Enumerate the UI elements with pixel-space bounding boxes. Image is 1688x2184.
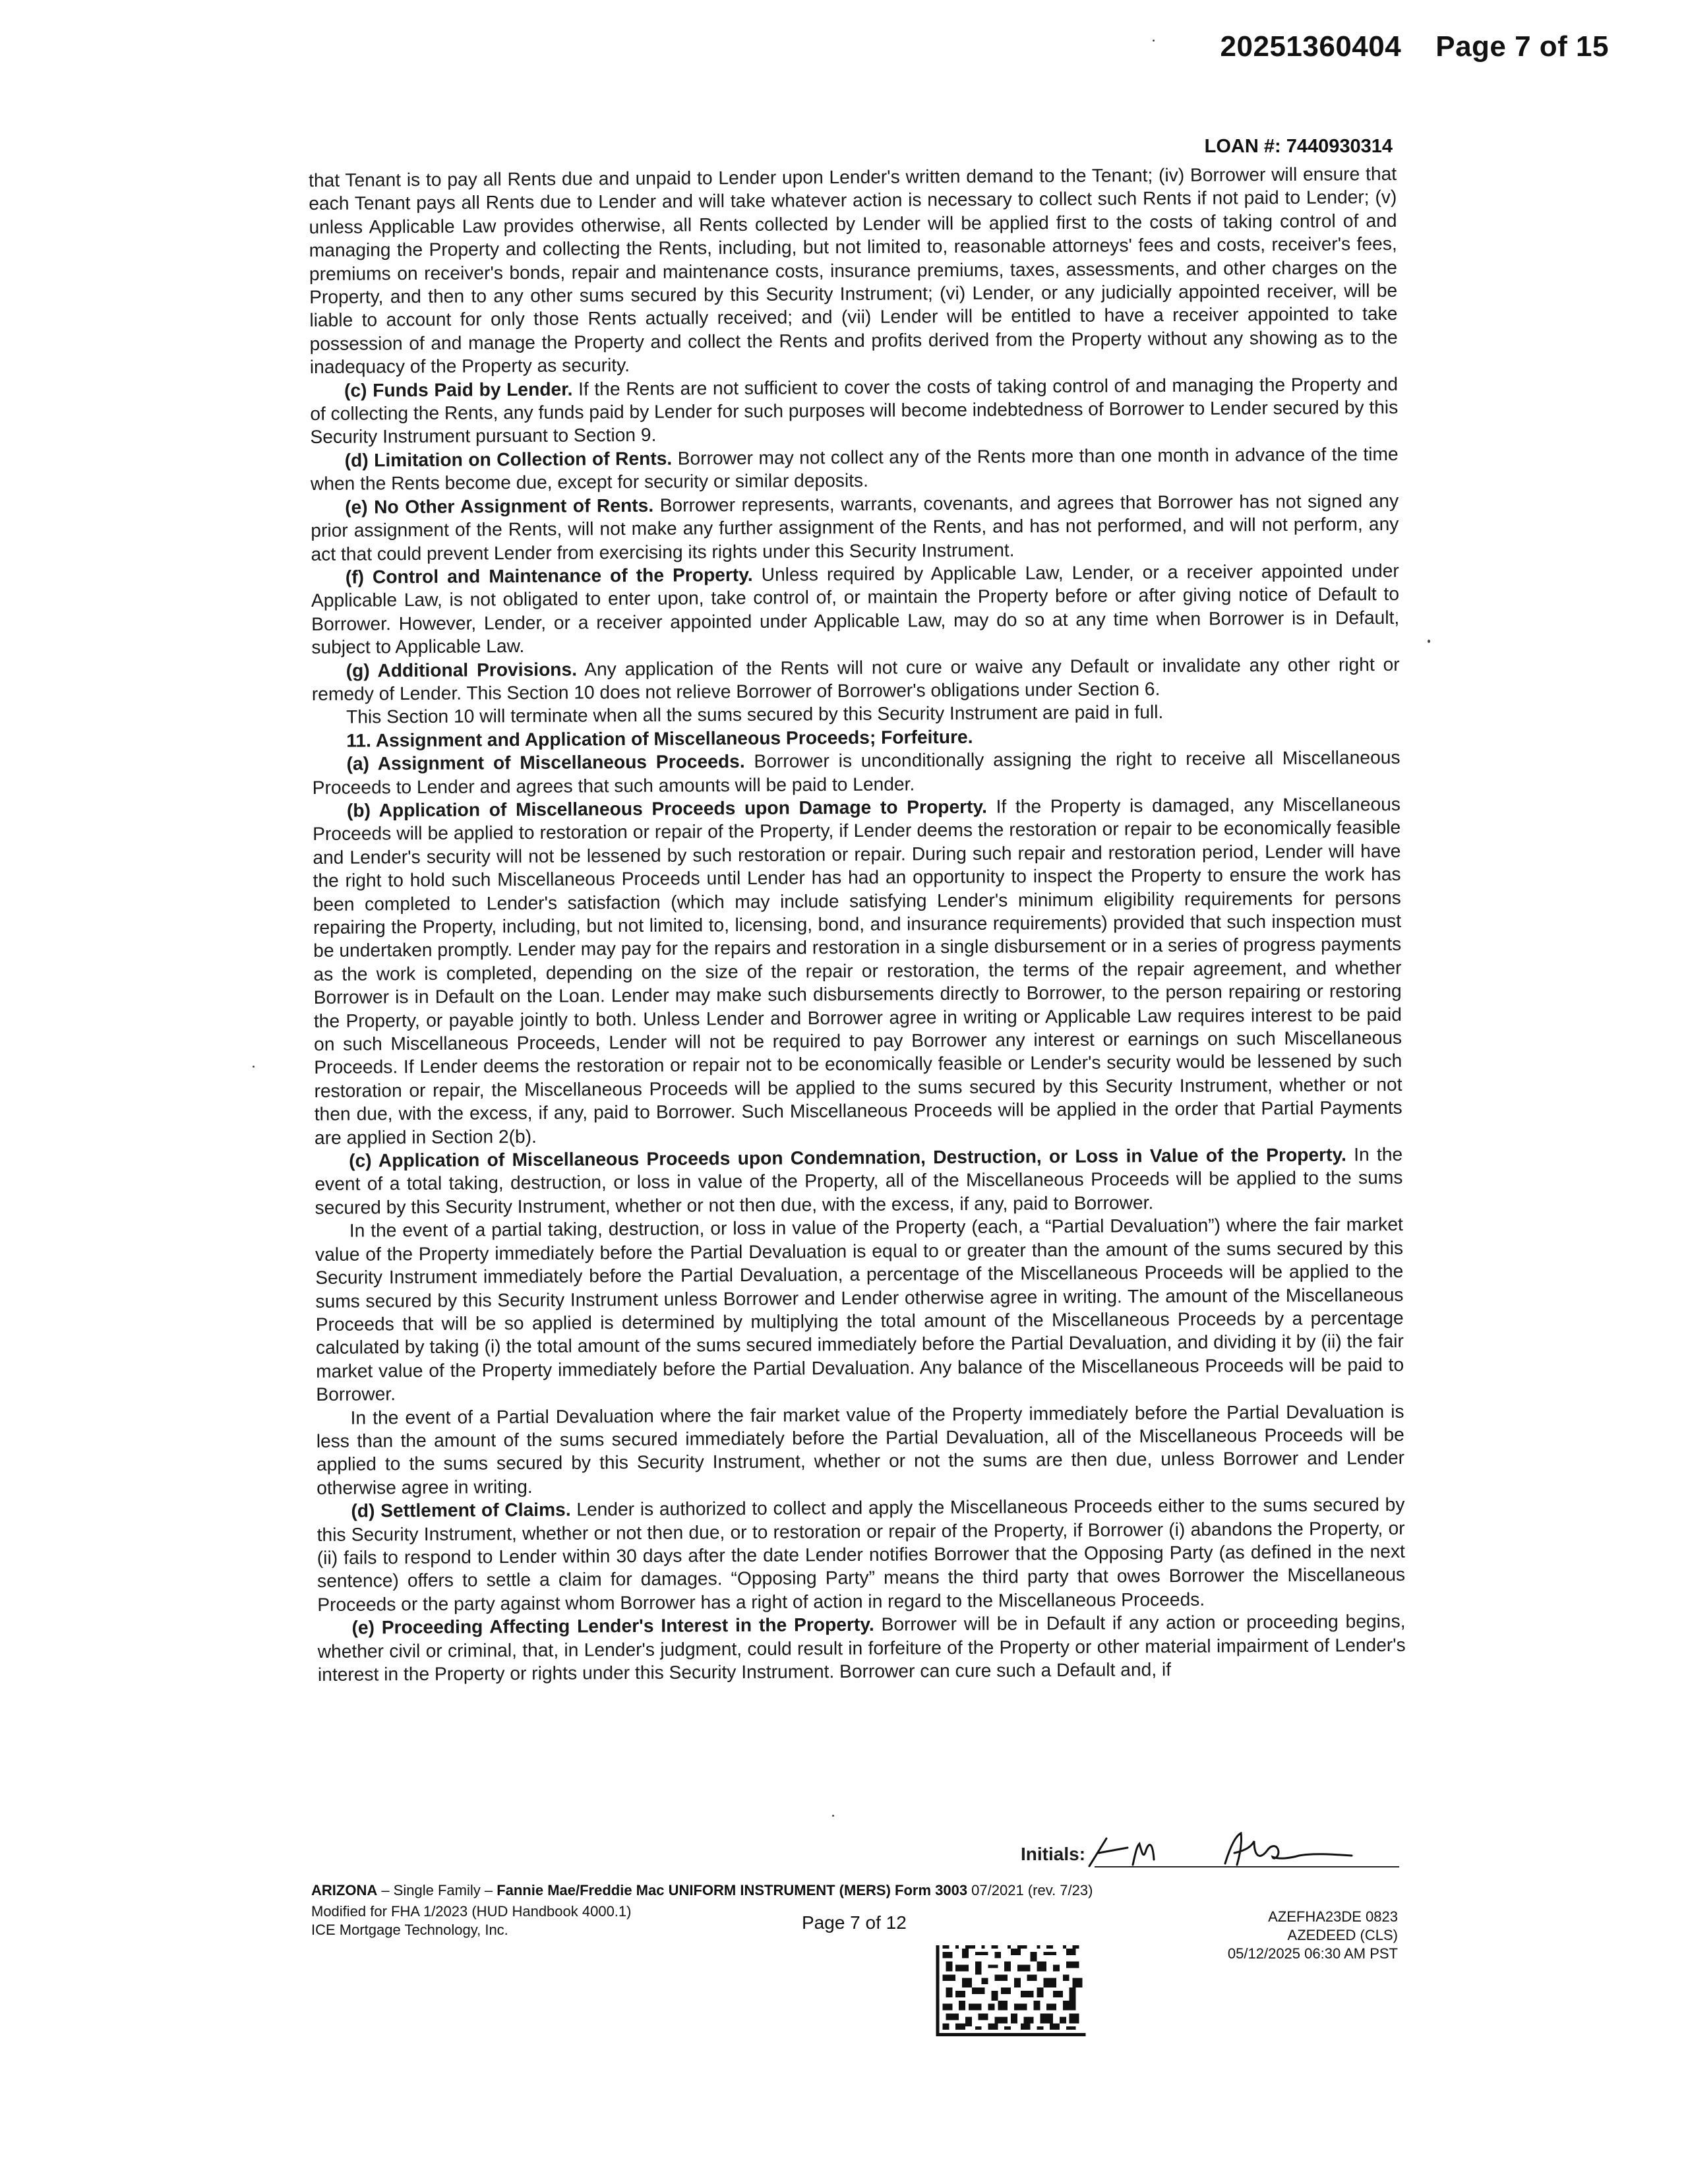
section-11a: [312, 746, 1400, 799]
section-10-termination: This Section 10 will terminate when all the sums secured by this Security Instrument are paid in full.: [346, 701, 1164, 728]
loan-number: 7440930314: [1286, 136, 1393, 157]
section-11a-text: Borrower is unconditionally assigning the right to receive all Miscellaneous Proceeds to Lender and agrees that such amounts will be paid to Lender.: [312, 746, 1401, 798]
section-11c: [315, 1143, 1403, 1219]
section-10c-heading: (c) Funds Paid by Lender.: [344, 378, 573, 401]
paragraph-rents-continued: that Tenant is to pay all Rents due and unpaid to Lender upon Lender's written demand to the Tenant; (iv) Borrower will ensure that each Tenant pays all Rents due to Lender and will take whatever action is necessary to collect such Rents if not paid to Lender; (v) unless Applicable Law provides otherwise, all Rents collected by Lender will be applied first to the costs of taking control of and managing the Property and collecting the Rents, including, but not limited to, reasonable attorneys' fees and costs, receiver's fees, premiums on receiver's bonds, repair and maintenance costs, insurance premiums, taxes, assessments, and other charges on the Property, and then to any other sums secured by this Security Instrument; (vi) Lender, or any judicially appointed receiver, will be liable to account for only those Rents actually received; and (vii) Lender will be entitled to have a receiver appointed to take possession of and manage the Property and collect the Rents and profits derived from the Property without any showing as to the inadequacy of the Property as security.: [309, 162, 1398, 378]
footer-form-title: Fannie Mae/Freddie Mac UNIFORM INSTRUMENT (MERS) Form 3003: [497, 1882, 968, 1898]
section-10f-heading: (f) Control and Maintenance of the Property.: [345, 563, 753, 588]
footer-form-type: – Single Family –: [377, 1882, 497, 1898]
section-10d-heading: (d) Limitation on Collection of Rents.: [344, 447, 673, 471]
footer-form-date: 07/2021 (rev. 7/23): [967, 1882, 1093, 1898]
section-10g-heading: (g) Additional Provisions.: [346, 658, 578, 681]
section-11a-heading: (a) Assignment of Miscellaneous Proceeds.: [346, 750, 745, 774]
section-11c-partial-devaluation-less: In the event of a Partial Devaluation where the fair market value of the Property immediately before the Partial Devaluation is less than the amount of the sums secured immediately before the Partial Devaluation, all of the Miscellaneous Proceeds will be applied to the sums secured by this Security Instrument, whether or not the sums are then due, unless Borrower and Lender otherwise agree in writing.: [316, 1400, 1405, 1498]
footer-vendor: ICE Mortgage Technology, Inc.: [311, 1922, 508, 1938]
footer-page-number: Page 7 of 12: [802, 1912, 907, 1933]
recording-number: 20251360404: [1220, 30, 1402, 63]
section-11c-heading: (c) Application of Miscellaneous Proceeds upon Condemnation, Destruction, or Loss in Value of the Property.: [349, 1143, 1346, 1171]
section-10d-text: Borrower may not collect any of the Rents more than one month in advance of the time when the Rents become due, except for security or similar deposits.: [310, 442, 1399, 495]
loan-number-line: [1205, 136, 1393, 158]
section-11b: [313, 793, 1402, 1149]
section-11e-text: Borrower will be in Default if any action or proceeding begins, whether civil or criminal, that, in Lender's judgment, could result in forfeiture of the Property or other material impairment of Lender's interest in the Property or rights under this Security Instrument. Borrower can cure such a Default and, if: [317, 1610, 1406, 1685]
section-11c-text: In the event of a total taking, destruction, or loss in value of the Property, all of the Miscellaneous Proceeds will be applied to the sums secured by this Security Instrument, whether or not then due, with the excess, if any, paid to Borrower.: [315, 1143, 1403, 1218]
footer-state: ARIZONA: [311, 1882, 378, 1898]
section-11c-partial-devaluation: In the event of a partial taking, destruction, or loss in value of the Property (each, a “Partial Devaluation”) where the fair market value of the Property immediately before the Partial Devaluation is equal to or greater than the amount of the sums secured by this Security Instrument immediately before the Partial Devaluation, a percentage of the Miscellaneous Proceeds will be applied to the sums secured by this Security Instrument unless Borrower and Lender otherwise agree in writing. The amount of the Miscellaneous Proceeds that will be so applied is determined by multiplying the total amount of the Miscellaneous Proceeds by a percentage calculated by taking (i) the total amount of the sums secured immediately before the Partial Devaluation, and dividing it by (ii) the fair market value of the Property immediately before the Partial Devaluation. Any balance of the Miscellaneous Proceeds will be paid to Borrower.: [315, 1213, 1404, 1405]
initials-label: Initials:: [1021, 1844, 1086, 1864]
section-10e-heading: (e) No Other Assignment of Rents.: [345, 494, 654, 518]
section-11e: [317, 1610, 1406, 1686]
recording-page-count: Page 7 of 15: [1435, 30, 1609, 63]
recording-header: [1221, 30, 1609, 63]
section-11d: [316, 1493, 1405, 1616]
scan-speck: [1153, 40, 1155, 42]
section-10g-text: Any application of the Rents will not cure or waive any Default or invalidate any other right or remedy of Lender. This Section 10 does not relieve Borrower of Borrower's obligations under Section 6.: [311, 653, 1400, 704]
footer-doc-type: AZEDEED (CLS): [1287, 1927, 1398, 1943]
section-11b-text: If the Property is damaged, any Miscellaneous Proceeds will be applied to restoration or repair of the Property, if Lender deems the restoration or repair to be economically feasible and Lender's security will not be lessened by such restoration or repair. During such repair and restoration period, Lender will have the right to hold such Miscellaneous Proceeds until Lender has had an opportunity to inspect the Property to ensure the work has been completed to Lender's satisfaction (which may include satisfying Lender's minimum eligibility requirements for persons repairing the Property, including, but not limited to, licensing, bond, and insurance requirements) provided that such inspection must be undertaken promptly. Lender may pay for the repairs and restoration in a single disbursement or in a series of progress payments as the work is completed, depending on the size of the repair or restoration, the terms of the repair agreement, and whether Borrower is in Default on the Loan. Lender may make such disbursements directly to Borrower, to the person repairing or restoring the Property, or payable jointly to both. Unless Lender and Borrower agree in writing or Applicable Law requires interest to be paid on such Miscellaneous Proceeds, Lender will not be required to pay Borrower any interest or earnings on such Miscellaneous Proceeds. If Lender deems the restoration or repair not to be economically feasible or Lender's security would be lessened by such restoration or repair, the Miscellaneous Proceeds will be applied to the sums secured by this Security Instrument, whether or not then due, with the excess, if any, paid to Borrower. Such Miscellaneous Proceeds will be applied in the order that Partial Payments are applied in Section 2(b).: [313, 793, 1402, 1148]
section-10c: [310, 373, 1399, 449]
datamatrix-barcode: [935, 1945, 1087, 2036]
section-10e: [311, 489, 1399, 566]
section-11d-heading: (d) Settlement of Claims.: [351, 1498, 571, 1521]
initials-signature: [1081, 1827, 1398, 1879]
scan-speck: [253, 1066, 255, 1068]
footer-doc-code: AZEFHA23DE 0823: [1268, 1908, 1398, 1925]
section-11-title: 11. Assignment and Application of Miscellaneous Proceeds; Forfeiture.: [346, 725, 973, 751]
section-10e-text: Borrower represents, warrants, covenants, and agrees that Borrower has not signed any prior assignment of the Rents, will not make any further assignment of the Rents, and has not performed, and will not perform, any act that could prevent Lender from exercising its rights under this Security Instrument.: [311, 489, 1399, 564]
footer-timestamp: 05/12/2025 06:30 AM PST: [1227, 1945, 1398, 1962]
section-10d: [311, 442, 1399, 496]
document-body: [309, 162, 1406, 1686]
section-11b-heading: (b) Application of Miscellaneous Proceeds upon Damage to Property.: [346, 795, 988, 821]
section-11d-text: Lender is authorized to collect and apply the Miscellaneous Proceeds either to the sums secured by this Security Instrument, whether or not then due, or to restoration or repair of the Property, if Borrower (i) abandons the Property, or (ii) fails to respond to Lender within 30 days after the date Lender notifies Borrower that the Opposing Party (as defined in the next sentence) offers to settle a claim for damages. “Opposing Party” means the third party that owes Borrower the Miscellaneous Proceeds or the party against whom Borrower has a right of action in regard to the Miscellaneous Proceeds.: [316, 1494, 1406, 1615]
loan-label: LOAN #:: [1204, 136, 1281, 157]
footer-modified: Modified for FHA 1/2023 (HUD Handbook 4000.1): [311, 1903, 632, 1920]
section-11e-heading: (e) Proceeding Affecting Lender's Interest in the Property.: [351, 1613, 874, 1638]
section-10f: [311, 559, 1400, 659]
section-10g: [312, 652, 1400, 706]
section-10c-text: If the Rents are not sufficient to cover the costs of taking control of and managing the Property and of collecting the Rents, any funds paid by Lender for such purposes will become indebtedness of Borrower to Lender secured by this Security Instrument pursuant to Section 9.: [310, 373, 1399, 448]
footer-form-line: [311, 1882, 1093, 1899]
section-10f-text: Unless required by Applicable Law, Lender, or a receiver appointed under Applicable Law, is not obligated to enter upon, take control of, or maintain the Property before or after giving notice of Default to Borrower. However, Lender, or a receiver appointed under Applicable Law, may do so at any time when Borrower is in Default, subject to Applicable Law.: [311, 559, 1400, 658]
scan-speck: [832, 1815, 834, 1817]
scan-speck: [1428, 640, 1430, 643]
